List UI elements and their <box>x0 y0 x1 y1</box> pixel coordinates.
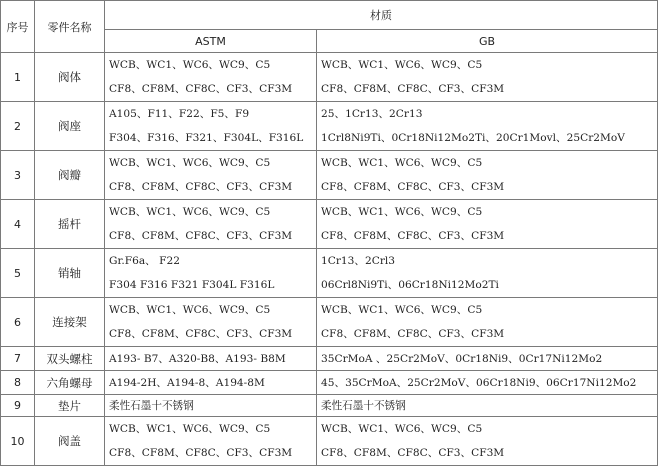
astm-material-line: CF8、CF8M、CF8C、CF3、CF3M <box>109 83 293 95</box>
astm-material-cell <box>105 395 317 417</box>
table-row <box>1 371 658 395</box>
table-row <box>1 102 658 151</box>
table-row <box>1 298 658 347</box>
astm-material-cell <box>105 371 317 395</box>
astm-material-line: Gr.F6a、 F22 <box>109 255 180 267</box>
row-index: 8 <box>1 371 35 395</box>
astm-material-cell <box>105 53 317 102</box>
gb-material-line: WCB、WC1、WC6、WC9、C5 <box>321 157 483 169</box>
astm-material-line: WCB、WC1、WC6、WC9、C5 <box>109 59 271 71</box>
row-index: 1 <box>1 53 35 102</box>
gb-material-line: WCB、WC1、WC6、WC9、C5 <box>321 59 483 71</box>
gb-material-line: 45、35CrMoA、25Cr2MoV、06Cr18Ni9、06Cr17Ni12Mo2 <box>321 376 637 389</box>
astm-material-line: F304 F316 F321 F304L F316L <box>109 279 275 291</box>
gb-material-cell <box>317 298 658 347</box>
astm-material-cell <box>105 347 317 371</box>
part-name: 阀盖 <box>35 417 105 466</box>
gb-material-line: 1Cr13、2Crl3 <box>321 255 396 267</box>
table-row <box>1 417 658 466</box>
header-material: 材质 <box>105 1 658 30</box>
gb-material-cell <box>317 395 658 417</box>
gb-material-line: CF8、CF8M、CF8C、CF3、CF3M <box>321 447 505 459</box>
astm-material-cell <box>105 298 317 347</box>
astm-material-line: WCB、WC1、WC6、WC9、C5 <box>109 157 271 169</box>
astm-material-cell <box>105 200 317 249</box>
part-name: 销轴 <box>35 249 105 298</box>
astm-material-line: A193- B7、A320-B8、A193- B8M <box>109 352 286 365</box>
gb-material-line: CF8、CF8M、CF8C、CF3、CF3M <box>321 230 505 242</box>
table-row <box>1 347 658 371</box>
row-index: 4 <box>1 200 35 249</box>
gb-material-cell <box>317 53 658 102</box>
astm-material-line: WCB、WC1、WC6、WC9、C5 <box>109 423 271 435</box>
astm-material-cell <box>105 249 317 298</box>
gb-material-cell <box>317 249 658 298</box>
gb-material-line: CF8、CF8M、CF8C、CF3、CF3M <box>321 83 505 95</box>
row-index: 7 <box>1 347 35 371</box>
gb-material-line: WCB、WC1、WC6、WC9、C5 <box>321 304 483 316</box>
row-index: 10 <box>1 417 35 466</box>
astm-material-line: WCB、WC1、WC6、WC9、C5 <box>109 206 271 218</box>
gb-material-cell <box>317 151 658 200</box>
gb-material-cell <box>317 200 658 249</box>
gb-material-line: WCB、WC1、WC6、WC9、C5 <box>321 206 483 218</box>
table-row <box>1 249 658 298</box>
gb-material-line: 柔性石墨十不锈钢 <box>321 399 406 412</box>
header-gb: GB <box>317 30 658 53</box>
astm-material-line: 柔性石墨十不锈钢 <box>109 399 194 412</box>
part-name: 双头螺柱 <box>35 347 105 371</box>
row-index: 5 <box>1 249 35 298</box>
astm-material-line: A105、F11、F22、F5、F9 <box>109 108 250 120</box>
part-name: 阀体 <box>35 53 105 102</box>
row-index: 3 <box>1 151 35 200</box>
gb-material-line: WCB、WC1、WC6、WC9、C5 <box>321 423 483 435</box>
table-row <box>1 53 658 102</box>
part-name: 摇杆 <box>35 200 105 249</box>
part-name: 六角螺母 <box>35 371 105 395</box>
astm-material-cell <box>105 102 317 151</box>
row-index: 2 <box>1 102 35 151</box>
gb-material-line: CF8、CF8M、CF8C、CF3、CF3M <box>321 181 505 193</box>
gb-material-line: CF8、CF8M、CF8C、CF3、CF3M <box>321 328 505 340</box>
table-body <box>1 53 658 466</box>
astm-material-line: A194-2H、A194-8、A194-8M <box>109 376 265 389</box>
astm-material-line: CF8、CF8M、CF8C、CF3、CF3M <box>109 181 293 193</box>
gb-material-cell <box>317 347 658 371</box>
astm-material-cell <box>105 417 317 466</box>
astm-material-line: CF8、CF8M、CF8C、CF3、CF3M <box>109 230 293 242</box>
gb-material-line: 35CrMoA 、25Cr2MoV、0Cr18Ni9、0Cr17Ni12Mo2 <box>321 352 603 365</box>
row-index: 6 <box>1 298 35 347</box>
table-row <box>1 151 658 200</box>
astm-material-cell <box>105 151 317 200</box>
part-name: 阀座 <box>35 102 105 151</box>
astm-material-line: CF8、CF8M、CF8C、CF3、CF3M <box>109 328 293 340</box>
part-name: 垫片 <box>35 395 105 417</box>
astm-material-line: CF8、CF8M、CF8C、CF3、CF3M <box>109 447 293 459</box>
part-name: 阀瓣 <box>35 151 105 200</box>
astm-material-line: F304、F316、F321、F304L、F316L <box>109 132 304 144</box>
gb-material-cell <box>317 102 658 151</box>
astm-material-line: WCB、WC1、WC6、WC9、C5 <box>109 304 271 316</box>
header-astm: ASTM <box>105 30 317 53</box>
table-row <box>1 200 658 249</box>
gb-material-cell <box>317 417 658 466</box>
table-row <box>1 395 658 417</box>
header-part-name: 零件名称 <box>35 1 105 53</box>
part-name: 连接架 <box>35 298 105 347</box>
row-index: 9 <box>1 395 35 417</box>
gb-material-cell <box>317 371 658 395</box>
header-index: 序号 <box>1 1 35 53</box>
gb-material-line: 06Crl8Ni9Ti、06Cr18Ni12Mo2Ti <box>321 279 499 291</box>
gb-material-line: 1Crl8Ni9Ti、0Cr18Ni12Mo2Ti、20Cr1Movl、25Cr2MoV <box>321 132 625 144</box>
gb-material-line: 25、1Cr13、2Cr13 <box>321 108 423 120</box>
